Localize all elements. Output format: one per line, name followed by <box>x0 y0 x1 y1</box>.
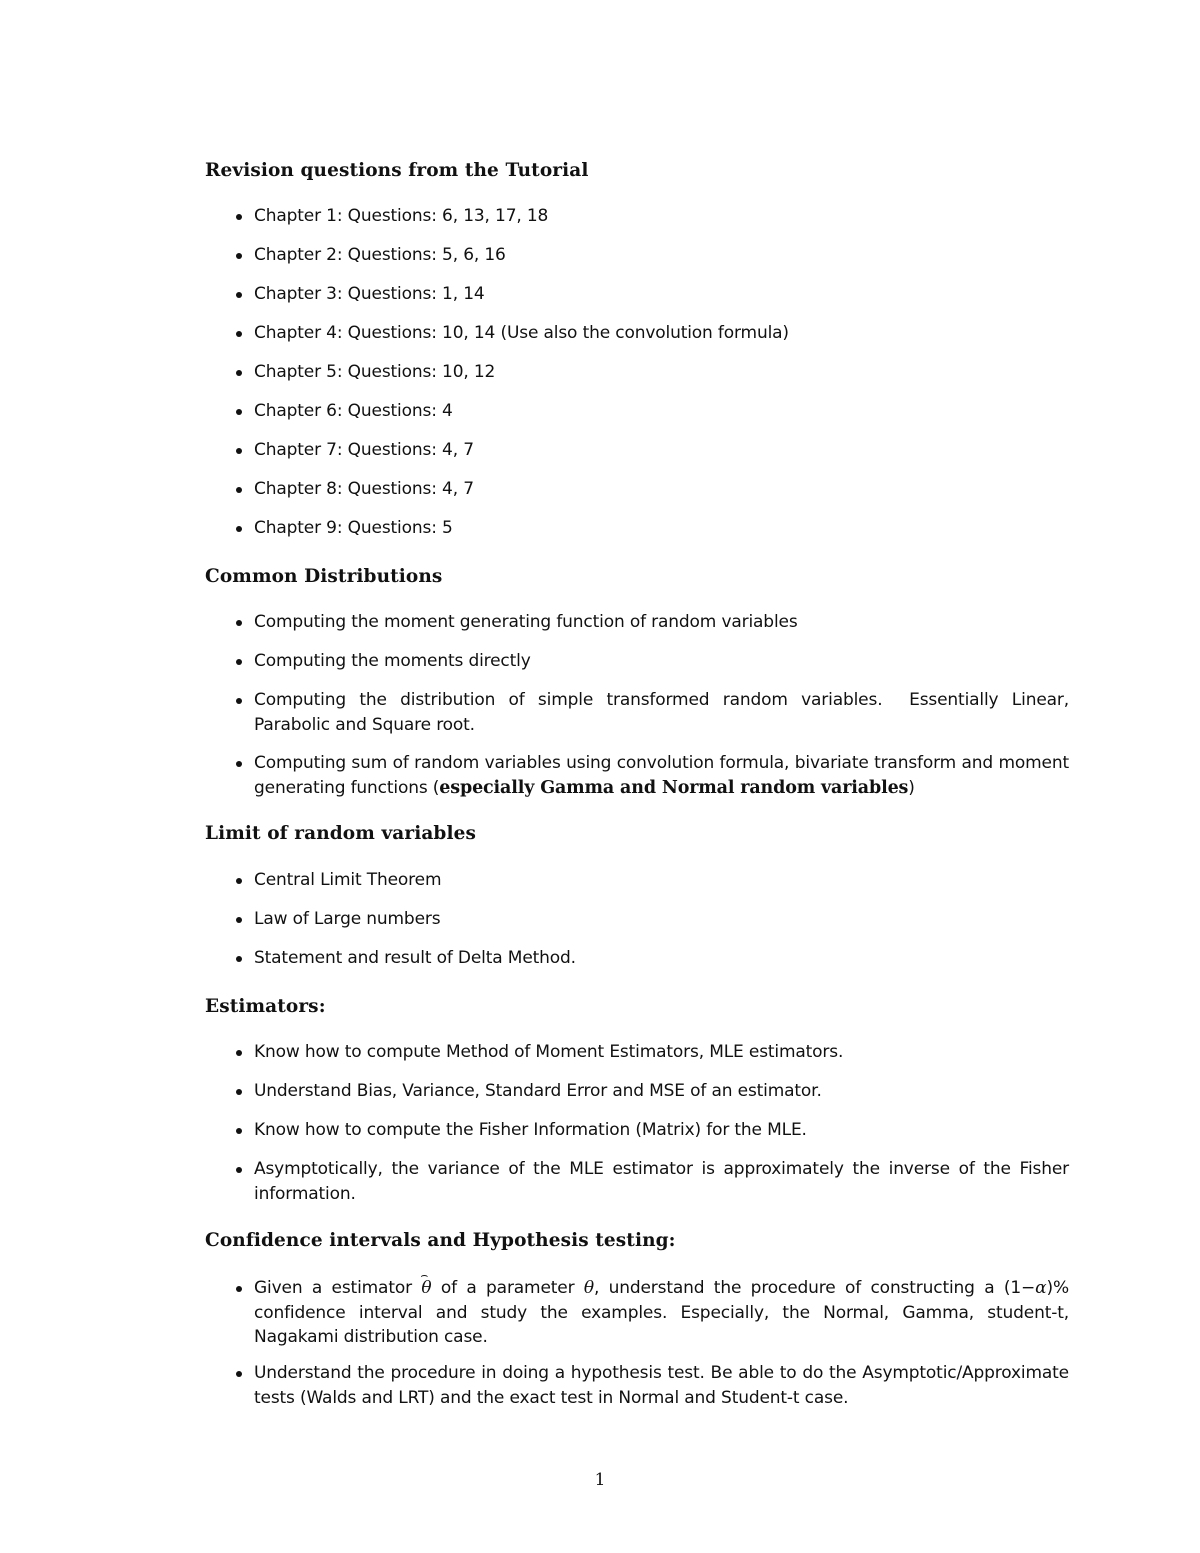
bullet-icon <box>236 214 242 220</box>
list-item-text: Chapter 9: Questions: 5 <box>254 518 453 538</box>
text-run: ) <box>908 777 915 798</box>
section-heading: Limit of random variables <box>205 823 476 844</box>
section-heading: Estimators: <box>205 996 326 1017</box>
list-item-text: Chapter 4: Questions: 10, 14 (Use also the convolution formula) <box>254 323 789 343</box>
bullet-icon <box>236 1371 242 1377</box>
text-run: of a parameter <box>431 1278 584 1298</box>
section-heading: Revision questions from the Tutorial <box>205 160 589 181</box>
list-item-text: Chapter 3: Questions: 1, 14 <box>254 284 485 304</box>
emphasis-text: especially Gamma and Normal random variables <box>439 777 909 798</box>
bullet-icon <box>236 1050 242 1056</box>
text-run: Computing sum of random variables using convolution formula, bivariate transform and moment generating functions ( <box>254 753 1075 798</box>
list-item-text: Chapter 6: Questions: 4 <box>254 401 453 421</box>
bullet-icon <box>236 659 242 665</box>
bullet-icon <box>236 448 242 454</box>
section-heading: Common Distributions <box>205 566 443 587</box>
list-item-text: Know how to compute the Fisher Information (Matrix) for the MLE. <box>254 1120 807 1140</box>
list-item-text: Chapter 1: Questions: 6, 13, 17, 18 <box>254 206 549 226</box>
list-item-text: Law of Large numbers <box>254 909 441 929</box>
bullet-icon <box>236 1128 242 1134</box>
list-item-text <box>254 751 1075 800</box>
bullet-icon <box>236 620 242 626</box>
text-run: )% confidence interval and study the examples. Especially, the Normal, Gamma, student-t, Nagakami distribution case. <box>254 1278 1075 1347</box>
bullet-icon <box>236 526 242 532</box>
page-number: 1 <box>594 1470 606 1490</box>
bullet-icon <box>236 698 242 704</box>
bullet-icon <box>236 409 242 415</box>
theta-symbol: θ <box>583 1278 594 1298</box>
bullet-icon <box>236 917 242 923</box>
list-item-text: Understand Bias, Variance, Standard Error and MSE of an estimator. <box>254 1081 822 1101</box>
text-run: Given a estimator <box>254 1278 422 1298</box>
list-item-text: Asymptotically, the variance of the MLE estimator is approximately the inverse of the Fisher information. <box>254 1159 1075 1204</box>
list-item-text <box>254 1276 1075 1350</box>
list-item-text: Know how to compute Method of Moment Estimators, MLE estimators. <box>254 1042 844 1062</box>
bullet-icon <box>236 878 242 884</box>
bullet-icon <box>236 487 242 493</box>
list-item-text: Computing the distribution of simple transformed random variables. Essentially Linear, Parabolic and Square root. <box>254 690 1075 735</box>
list-item-text: Chapter 2: Questions: 5, 6, 16 <box>254 245 506 265</box>
text-run: , understand the procedure of constructing a (1− <box>593 1278 1036 1298</box>
bullet-icon <box>236 1089 242 1095</box>
bullet-icon <box>236 761 242 767</box>
bullet-icon <box>236 292 242 298</box>
bullet-icon <box>236 1167 242 1173</box>
list-item-text: Chapter 8: Questions: 4, 7 <box>254 479 474 499</box>
section-heading: Confidence intervals and Hypothesis testing: <box>205 1230 676 1251</box>
bullet-icon <box>236 1286 242 1292</box>
bullet-icon <box>236 370 242 376</box>
theta-hat-symbol: ⌢ θ <box>421 1276 431 1301</box>
list-item-text: Chapter 5: Questions: 10, 12 <box>254 362 496 382</box>
bullet-icon <box>236 331 242 337</box>
list-item-text: Computing the moments directly <box>254 651 531 671</box>
bullet-icon <box>236 956 242 962</box>
list-item-text: Statement and result of Delta Method. <box>254 948 576 968</box>
list-item-text: Understand the procedure in doing a hypothesis test. Be able to do the Asymptotic/Approximate tests (Walds and LRT) and the exact test in Normal and Student-t case. <box>254 1363 1075 1408</box>
bullet-icon <box>236 253 242 259</box>
list-item-text: Central Limit Theorem <box>254 870 442 890</box>
alpha-symbol: α <box>1035 1278 1047 1298</box>
list-item-text: Chapter 7: Questions: 4, 7 <box>254 440 474 460</box>
list-item-text: Computing the moment generating function of random variables <box>254 612 798 632</box>
